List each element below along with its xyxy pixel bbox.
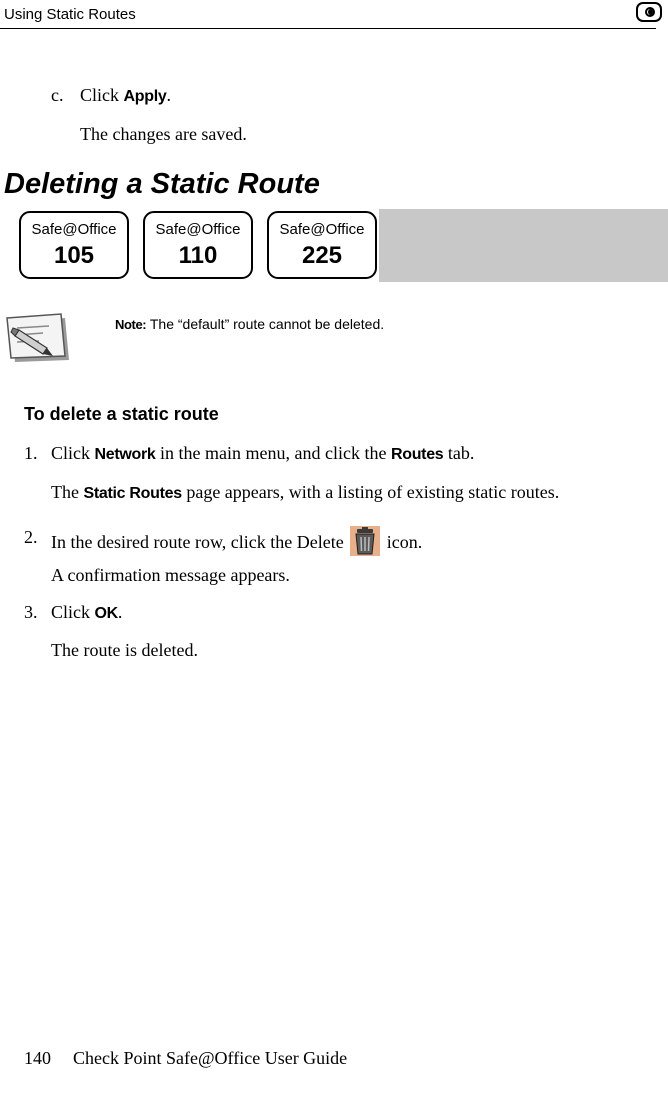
- model-badge-225: Safe@Office 225: [267, 211, 377, 279]
- step-1-result: The Static Routes page appears, with a listing of existing static routes.: [51, 482, 560, 502]
- routes-tab-name: Routes: [390, 446, 444, 463]
- section-title: Deleting a Static Route: [4, 168, 320, 200]
- step-1-number: 1.: [24, 443, 38, 463]
- note-label: Note:: [115, 317, 147, 332]
- trash-icon: [350, 526, 380, 556]
- step-3-result: The route is deleted.: [51, 640, 198, 660]
- step-3-number: 3.: [24, 602, 38, 622]
- step-2-instruction: In the desired route row, click the Delete icon.: [51, 526, 422, 556]
- step-2-number: 2.: [24, 527, 38, 547]
- static-routes-page-name: Static Routes: [83, 485, 182, 502]
- page-number: 140: [24, 1048, 51, 1068]
- eye-icon: [636, 2, 662, 22]
- page-footer: [24, 1048, 347, 1069]
- model-applicability-bar: [17, 209, 668, 282]
- procedure-title: To delete a static route: [24, 404, 219, 424]
- step-2-result: A confirmation message appears.: [51, 565, 290, 585]
- footer-title: Check Point Safe@Office User Guide: [73, 1048, 348, 1068]
- step-3-instruction: Click OK.: [51, 602, 123, 622]
- model-badge-105: Safe@Office 105: [19, 211, 129, 279]
- model-badge-110: Safe@Office 110: [143, 211, 253, 279]
- step-c-instruction: Click Apply.: [80, 85, 171, 105]
- note-pencil-icon: [3, 308, 73, 364]
- ok-button-name: OK: [94, 605, 118, 622]
- step-1-instruction: Click Network in the main menu, and click the Routes tab.: [51, 443, 475, 463]
- step-c-result: The changes are saved.: [80, 124, 247, 144]
- step-c-label: c.: [51, 85, 64, 105]
- network-menu-name: Network: [94, 446, 156, 463]
- header-rule: [0, 28, 656, 29]
- apply-button-name: Apply: [123, 88, 167, 105]
- running-header-title: Using Static Routes: [4, 6, 136, 23]
- note-text: Note: The “default” route cannot be deleted.: [115, 316, 385, 332]
